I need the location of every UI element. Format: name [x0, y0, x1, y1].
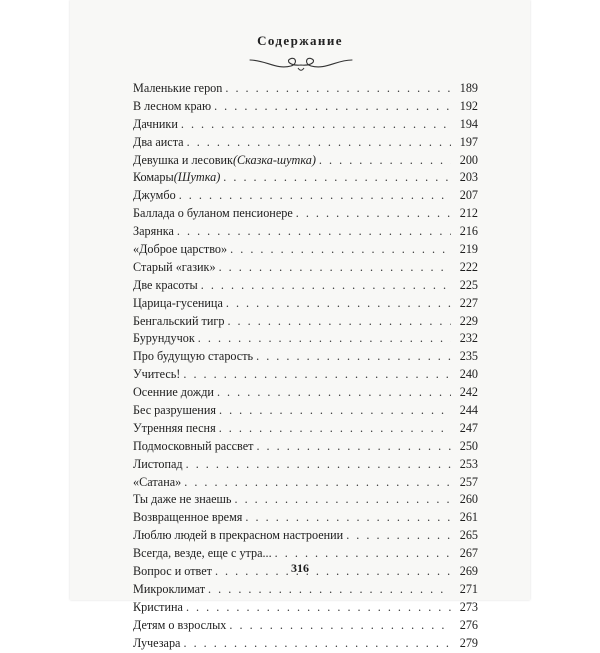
toc-entry: [133, 509, 478, 527]
dot-leader: [234, 491, 451, 509]
toc-entry: [133, 330, 478, 348]
toc-entry-page: 189: [459, 81, 478, 95]
dot-leader: [208, 581, 451, 599]
toc-entry: [133, 581, 478, 599]
toc-entry-page: 203: [459, 170, 478, 185]
toc-entry: [133, 617, 478, 635]
toc-entry: [133, 599, 478, 617]
toc-entry-title: Учитесь!: [133, 367, 181, 382]
toc-entry: [133, 313, 478, 331]
toc-entry-title: Осенние дожди: [133, 385, 214, 400]
toc-entry-page: 235: [459, 349, 478, 364]
toc-entry-page: 269: [459, 564, 478, 579]
toc-entry: [133, 438, 478, 456]
toc-entry-title: Про будущую старость: [133, 349, 254, 364]
dot-leader: [219, 420, 451, 438]
dot-leader: [245, 509, 451, 527]
toc-entry-title: Вопрос и ответ: [133, 564, 212, 579]
toc-entry: [133, 420, 478, 438]
dot-leader: [186, 599, 451, 617]
toc-entry-title: «Сатана»: [133, 474, 182, 489]
toc-entry-page: 276: [459, 617, 478, 632]
scroll-flourish-icon: [246, 52, 356, 74]
toc-entry-page: 244: [459, 403, 478, 418]
toc-entry-page: 229: [459, 313, 478, 328]
dot-leader: [296, 205, 451, 223]
toc-entry-title: Девушка и лесовик: [133, 152, 233, 167]
toc-entry: [133, 223, 478, 241]
toc-entry: [133, 241, 478, 259]
toc-entry-title: Комары: [133, 170, 174, 185]
toc-entry-page: 200: [459, 152, 478, 167]
toc-entry: [133, 169, 478, 187]
dot-leader: [187, 134, 451, 152]
toc-entry-page: 242: [459, 385, 478, 400]
toc-entry-title: Джумбо: [133, 188, 176, 203]
toc-entry-subtitle: (Шутка): [173, 170, 221, 185]
toc-entry: [133, 80, 478, 98]
toc-entry-title: Люблю людей в прекрасном настроении: [133, 528, 344, 543]
toc-entry: [133, 205, 478, 223]
dot-leader: [226, 295, 451, 313]
book-page: [70, 0, 530, 650]
dot-leader: [183, 635, 451, 653]
toc-entry-title: Маленькие героn: [133, 81, 223, 95]
toc-entry: [133, 295, 478, 313]
toc-entry-title: Утренняя песня: [133, 420, 216, 435]
toc-entry-page: 271: [459, 581, 478, 596]
dot-leader: [198, 330, 451, 348]
toc-entry-title: Бенгальский тигр: [133, 313, 225, 328]
dot-leader: [181, 116, 451, 134]
toc-entry-title: В лесном краю: [133, 98, 212, 113]
toc-entry: [133, 384, 478, 402]
dot-leader: [219, 402, 451, 420]
toc-entry-page: 216: [459, 224, 478, 239]
toc-entry: [133, 277, 478, 295]
toc-entry-title: Листопад: [133, 456, 183, 471]
toc-entry-title: Лучезара: [133, 635, 181, 650]
page-title: Содержание: [257, 33, 343, 48]
toc-entry-title: Бурундучок: [133, 331, 195, 346]
toc-entry-page: 260: [459, 492, 478, 507]
dot-leader: [201, 277, 451, 295]
dot-leader: [179, 187, 451, 205]
toc-entry-title: Старый «газик»: [133, 259, 216, 274]
toc-entry-title: Микроклимат: [133, 581, 206, 596]
toc-entry-title: Баллада о буланом пенсионере: [133, 206, 293, 221]
toc-entry-title: Возвращенное время: [133, 510, 243, 525]
dot-leader: [346, 527, 451, 545]
toc-entry-title: Зарянка: [133, 224, 174, 239]
toc-entry-page: 212: [459, 206, 478, 221]
dot-leader: [219, 259, 451, 277]
toc-entry-title: Две красоты: [133, 277, 198, 292]
toc-entry-subtitle: (Сказка-шутка): [232, 152, 316, 167]
toc-entry: [133, 259, 478, 277]
toc-entry-title: Всегда, везде, еще с утра...: [133, 546, 272, 561]
dot-leader: [186, 456, 451, 474]
page-number: 316: [291, 561, 309, 575]
toc-entry-page: 265: [459, 528, 478, 543]
toc-entry-page: 232: [459, 331, 478, 346]
dot-leader: [229, 617, 451, 635]
dot-leader: [217, 384, 451, 402]
toc-entry-page: 207: [459, 188, 478, 203]
dot-leader: [225, 80, 451, 98]
toc-entry: [133, 348, 478, 366]
toc-entry-page: 250: [459, 438, 478, 453]
toc-entry-page: 192: [459, 98, 478, 113]
dot-leader: [223, 169, 451, 187]
toc-entry: [133, 116, 478, 134]
dot-leader: [256, 348, 451, 366]
toc-entry: [133, 134, 478, 152]
toc-entry-title: Царица-гусеница: [133, 295, 223, 310]
toc-entry-title: Бес разрушения: [133, 403, 216, 418]
toc-entry-title: Два аиста: [133, 134, 184, 149]
dot-leader: [184, 474, 451, 492]
toc-entry-page: 273: [459, 599, 478, 614]
toc-entry-title: Кристина: [133, 599, 183, 614]
dot-leader: [177, 223, 451, 241]
dot-leader: [214, 98, 451, 116]
toc-entry: [133, 98, 478, 116]
toc-entry: [133, 152, 478, 170]
toc-entry-title: «Доброе царство»: [133, 242, 228, 257]
dot-leader: [183, 366, 451, 384]
dot-leader: [227, 313, 451, 331]
toc-entry-page: 240: [459, 367, 478, 382]
toc-entry-page: 222: [459, 259, 478, 274]
toc-entry-title: Ты даже не знаешь: [133, 492, 232, 507]
toc-entry: [133, 402, 478, 420]
toc-entry-page: 253: [459, 456, 478, 471]
toc-entry-page: 279: [459, 635, 478, 650]
toc-entry: [133, 456, 478, 474]
toc-entry-page: 225: [459, 277, 478, 292]
toc-entry: [133, 491, 478, 509]
toc-entry: [133, 366, 478, 384]
toc-entry-page: 194: [459, 116, 478, 131]
toc-entry-page: 197: [459, 134, 478, 149]
toc-entry: [133, 187, 478, 205]
toc-entry: [133, 474, 478, 492]
toc-entry-page: 227: [459, 295, 478, 310]
toc-entry-page: 219: [459, 242, 478, 257]
toc-entry-page: 257: [459, 474, 478, 489]
dot-leader: [319, 152, 451, 170]
toc-entry-title: Подмосковный рассвет: [133, 438, 254, 453]
toc-entry-page: 247: [459, 420, 478, 435]
toc-entry-title: Дачники: [133, 116, 178, 131]
toc-entry-page: 261: [459, 510, 478, 525]
toc-entry-page: 267: [459, 546, 478, 561]
dot-leader: [230, 241, 451, 259]
toc-entry-title: Детям о взрослых: [133, 617, 227, 632]
dot-leader: [256, 438, 451, 456]
toc-entry: [133, 635, 478, 653]
toc-entry: [133, 527, 478, 545]
